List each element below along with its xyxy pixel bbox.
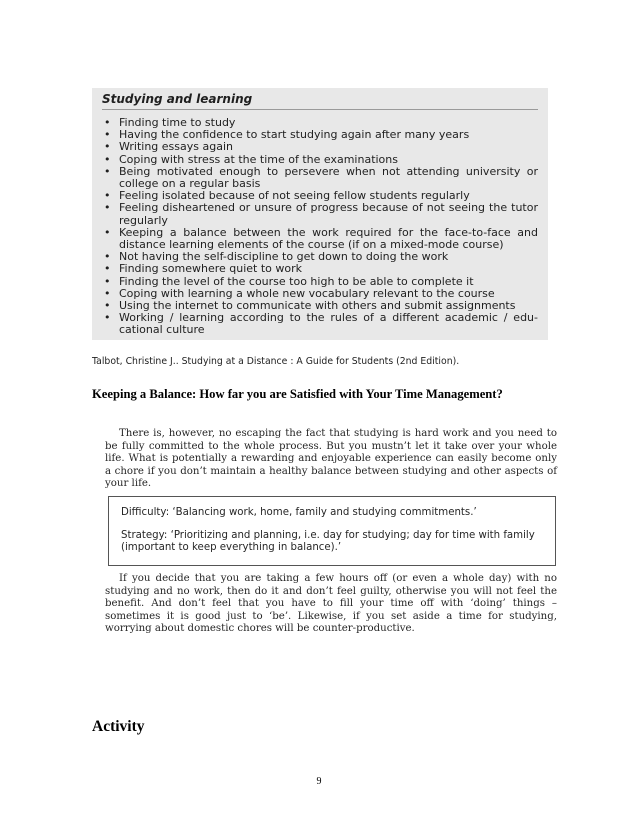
list-item: • Finding the level of the course too high to be able to complete it (102, 276, 538, 288)
list-item: • Feeling disheartened or unsure of progress because of not seeing the tutor regularly (102, 202, 538, 226)
paragraph-time-off: If you decide that you are taking a few hours off (or even a whole day) with no studying and no work, then do it and don’t feel guilty, otherwise you will not feel the benefit. And don’t feel that you have to fill your time off with ‘doing’ things – sometimes it is good just to ‘be’. Likewise, if you set aside a time for studying, worrying about domestic chores will be counter-productive. (105, 573, 557, 635)
list-item: • Feeling isolated because of not seeing fellow students regularly (102, 190, 538, 202)
section-heading: Keeping a Balance: How far you are Satisfied with Your Time Management? (92, 387, 503, 401)
page-number: 9 (316, 776, 322, 787)
strategy-text: Strategy: ‘Prioritizing and planning, i.e. day for studying; day for time with family (important to keep everything in balance).’ (121, 529, 535, 554)
list-item: • Finding somewhere quiet to work (102, 263, 538, 275)
list-item: • Finding time to study (102, 117, 538, 129)
studying-and-learning-box (92, 88, 548, 340)
difficulty-list (102, 117, 538, 337)
list-item: • Having the confidence to start studying again after many years (102, 129, 538, 141)
difficulty-text: Difficulty: ‘Balancing work, home, family and studying commitments.’ (121, 507, 477, 518)
list-item: • Keeping a balance between the work required for the face-to-face and distance learning elements of the course (if on a mixed-mode course) (102, 227, 538, 251)
list-item: • Writing essays again (102, 141, 538, 153)
list-item: • Coping with stress at the time of the examinations (102, 154, 538, 166)
box-title: Studying and learning (102, 92, 538, 110)
list-item: • Not having the self-discipline to get down to doing the work (102, 251, 538, 263)
list-item: • Being motivated enough to persevere when not attending university or college on a regular basis (102, 166, 538, 190)
list-item: • Using the internet to communicate with others and submit assignments (102, 300, 538, 312)
list-item: • Coping with learning a whole new vocabulary relevant to the course (102, 288, 538, 300)
activity-heading: Activity (92, 718, 145, 735)
citation: Talbot, Christine J.. Studying at a Distance : A Guide for Students (2nd Edition). (92, 356, 460, 367)
list-item: • Working / learning according to the rules of a different academic / edu-cational culture (102, 312, 538, 336)
difficulty-strategy-box (108, 496, 556, 566)
paragraph-balance: There is, however, no escaping the fact that studying is hard work and you need to be fully committed to the whole process. But you mustn’t let it take over your whole life. What is potentially a rewarding and enjoyable experience can easily become only a chore if you don’t maintain a healthy balance between studying and other aspects of your life. (105, 428, 557, 490)
